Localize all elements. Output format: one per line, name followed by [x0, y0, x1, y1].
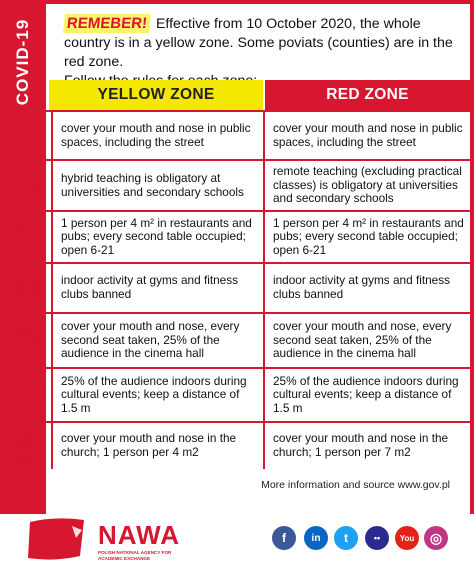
yellow-rule-text: hybrid teaching is obligatory at universities and secondary schools [61, 170, 244, 199]
red-zone-header: RED ZONE [265, 80, 470, 110]
source-note: More information and source www.gov.pl [261, 479, 450, 491]
nawa-subtitle: POLISH NATIONAL AGENCY FOR ACADEMIC EXCHANGE [98, 550, 172, 561]
dumbbell-icon [4, 264, 47, 312]
flickr-icon[interactable]: •• [365, 526, 389, 550]
rule-row-culture [4, 369, 470, 421]
church-icon [4, 423, 47, 469]
rule-row-cinema [4, 314, 470, 367]
rule-row-education [4, 161, 470, 210]
remember-highlight: REMEBER! [63, 14, 151, 33]
frame-right [470, 0, 474, 514]
red-rule-text: remote teaching (excluding practical classes) is obligatory at universities and secondary schools [273, 164, 462, 206]
yellow-rule-text: 1 person per 4 m² in restaurants and pubs; every second table occupied; open 6-21 [61, 215, 252, 257]
ready-study-go-poland-logo [26, 516, 88, 562]
sidebar-label: COVID-19 [13, 18, 32, 106]
red-rule-text: indoor activity at gyms and fitness clubs banned [273, 273, 451, 301]
instagram-icon[interactable]: ◎ [424, 526, 448, 550]
open-book-icon [4, 161, 47, 210]
notice-text: Effective from 10 October 2020, the whole country is in a yellow zone. Some poviats (counties) are in the red zone. [64, 16, 453, 70]
red-rule-text: 25% of the audience indoors during cultural events; keep a distance of 1.5 m [273, 373, 459, 415]
yellow-rule-text: cover your mouth and nose in the church; 1 person per 4 m2 [61, 431, 237, 459]
red-rule-text: 1 person per 4 m² in restaurants and pubs; every second table occupied; open 6-21 [273, 215, 464, 257]
twitter-icon[interactable]: t [334, 526, 358, 550]
nawa-wordmark: NAWA [98, 520, 180, 550]
theater-masks-icon [4, 369, 47, 421]
linkedin-icon[interactable]: in [304, 526, 328, 550]
red-rule-text: cover your mouth and nose in public spaces, including the street [273, 120, 463, 149]
clapperboard-icon [4, 314, 47, 367]
red-rule-text: cover your mouth and nose, every second seat taken, 25% of the audience in the cinema hall [273, 319, 452, 361]
rule-row-restaurants [4, 212, 470, 262]
yellow-zone-header: YELLOW ZONE [49, 80, 263, 110]
facebook-icon[interactable]: f [272, 526, 296, 550]
rule-row-church [4, 423, 470, 469]
face-mask-icon [4, 112, 47, 159]
yellow-rule-text: cover your mouth and nose in public spaces, including the street [61, 120, 251, 149]
yellow-rule-text: cover your mouth and nose, every second seat taken, 25% of the audience in the cinema hall [61, 319, 240, 361]
fork-knife-icon [4, 212, 47, 262]
yellow-rule-text: indoor activity at gyms and fitness clubs banned [61, 273, 239, 301]
yellow-rule-text: 25% of the audience indoors during cultural events; keep a distance of 1.5 m [61, 373, 247, 415]
rule-row-gyms [4, 264, 470, 312]
youtube-icon[interactable]: You [395, 526, 419, 550]
red-rule-text: cover your mouth and nose in the church; 1 person per 7 m2 [273, 431, 449, 459]
rule-row-mask [4, 112, 470, 159]
nawa-logo [98, 522, 180, 561]
frame-top [0, 0, 474, 4]
